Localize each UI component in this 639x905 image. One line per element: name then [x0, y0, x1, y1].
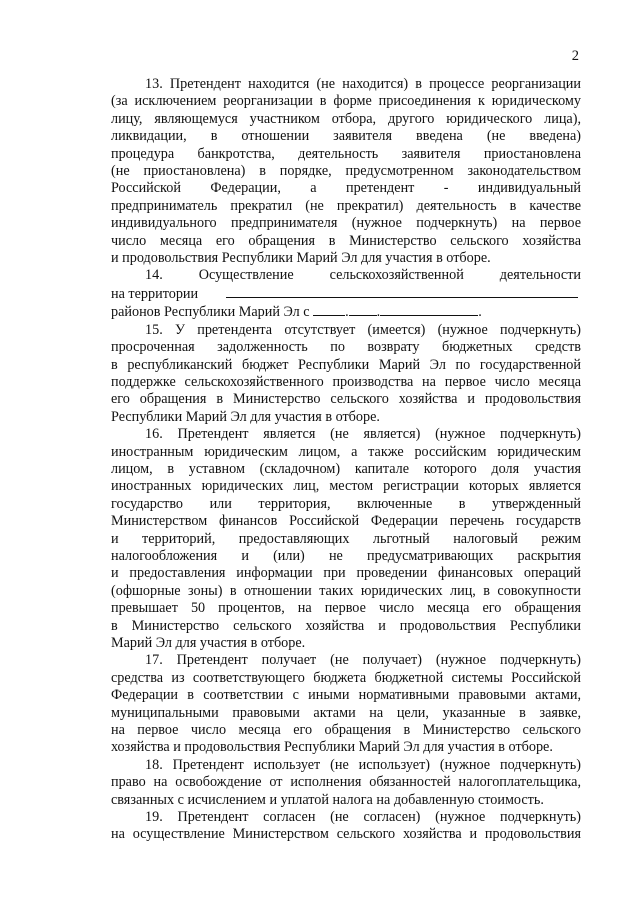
separator: .: [478, 304, 482, 321]
month-blank-field[interactable]: [349, 303, 377, 316]
text-line: 15. У претендента отсутствует (имеется) (нужное подчеркнуть): [145, 321, 581, 338]
text-line: 16. Претендент является (не является) (нужное подчеркнуть): [145, 426, 581, 443]
text-line: 17. Претендент получает (не получает) (нужное подчеркнуть): [145, 652, 581, 669]
text-line: на осуществление Министерством сельского хозяйства и продовольствия: [111, 826, 581, 843]
text-line: Российской Федерации, а претендент - индивидуальный: [111, 180, 581, 197]
text-line: процедура банкротства, деятельность заявителя приостановлена: [111, 145, 581, 162]
text-line: (офшорные зоны) в отношении таких юридических лиц, в совокупности: [111, 582, 581, 599]
text-line: на первое число месяца его обращения в Министерство сельского: [111, 722, 581, 739]
text-line: 19. Претендент согласен (не согласен) (нужное подчеркнуть): [145, 809, 581, 826]
text-line: индивидуального предпринимателя (нужное подчеркнуть) на первое: [111, 215, 581, 232]
year-blank-field[interactable]: [380, 303, 478, 316]
text-line: просроченная задолженность по возврату бюджетных средств: [111, 339, 581, 356]
text-line: иностранных юридических лиц, местом регистрации которых является: [111, 478, 581, 495]
text-line: его обращения в Министерство сельского хозяйства и продовольствия: [111, 391, 581, 408]
text-line: лицу, являющемуся участником отбора, другого юридического лица),: [111, 110, 581, 127]
paragraph-17: [111, 652, 581, 756]
text-line: 14. Осуществление сельскохозяйственной деятельности: [145, 267, 581, 284]
text-line: в республиканский бюджет Республики Марий Эл по государственной: [111, 356, 581, 373]
territory-line: [111, 285, 581, 303]
paragraph-19: [111, 809, 581, 844]
paragraph-15: [111, 322, 581, 426]
text-line: муниципальными правовыми актами на цели, указанные в заявке,: [111, 704, 581, 721]
text-line: лицом, в уставном (складочном) капитале которого доля участия: [111, 460, 581, 477]
text-line: предприниматель прекратил (не прекратил) деятельность в качестве: [111, 197, 581, 214]
separator: .: [376, 304, 381, 321]
text-line: Республики Марий Эл для участия в отборе.: [111, 408, 380, 425]
text-line: иностранным юридическим лицом, а также российским юридическим: [111, 443, 581, 460]
text-line: хозяйства и продовольствия Республики Марий Эл для участия в отборе.: [111, 739, 553, 756]
text-line: Марий Эл для участия в отборе.: [111, 635, 306, 651]
text-line: (за исключением реорганизации в форме присоединения к юридическому: [111, 93, 581, 110]
document-body: [111, 76, 581, 844]
territory-blank-field[interactable]: [226, 285, 578, 298]
text-line: средства из соответствующего бюджета бюджетной системы Российской: [111, 669, 581, 686]
text-line: ликвидации, в отношении заявителя введена (не введена): [111, 128, 581, 145]
text-line: (не приостановлена) в порядке, предусмотренном законодательством: [111, 163, 581, 180]
text-line: число месяца его обращения в Министерство сельского хозяйства: [111, 232, 581, 249]
text-line: и предоставления информации при проведении финансовых операций: [111, 565, 581, 582]
text-line: Министерством финансов Российской Федерации перечень государств: [111, 513, 581, 530]
text-line: право на освобождение от исполнения обязанностей налогоплательщика,: [111, 774, 581, 791]
page-number: 2: [571, 48, 579, 64]
text-line: превышает 50 процентов, на первое число месяца его обращения: [111, 600, 581, 617]
text-fragment: районов Республики Марий Эл с: [111, 304, 310, 321]
text-line: связанных с исчислением и уплатой налога на добавленную стоимость.: [111, 791, 544, 808]
text-line: государство или территория, включенные в утвержденный: [111, 495, 581, 512]
text-line: и продовольствия Республики Марий Эл для участия в отборе.: [111, 250, 491, 267]
text-line: поддержке сельскохозяйственного производства на первое число месяца: [111, 373, 581, 390]
text-fragment: на территории: [111, 285, 199, 302]
text-line: Федерации в соответствии с иными нормативными правовыми актами,: [111, 687, 581, 704]
paragraph-13: [111, 76, 581, 267]
paragraph-14: [111, 267, 581, 321]
text-line: налогообложения и (или) не предусматривающих раскрытия: [111, 547, 581, 564]
text-line: в Министерство сельского хозяйства и продовольствия Республики: [111, 617, 581, 634]
day-blank-field[interactable]: [313, 303, 345, 316]
paragraph-18: [111, 757, 581, 809]
text-line: 13. Претендент находится (не находится) в процессе реорганизации: [145, 76, 581, 92]
separator: .: [345, 304, 349, 321]
paragraph-16: [111, 426, 581, 652]
text-line: 18. Претендент использует (не использует) (нужное подчеркнуть): [145, 756, 581, 773]
date-line: [111, 303, 581, 321]
text-line: и территорий, предоставляющих льготный налоговый режим: [111, 530, 581, 547]
